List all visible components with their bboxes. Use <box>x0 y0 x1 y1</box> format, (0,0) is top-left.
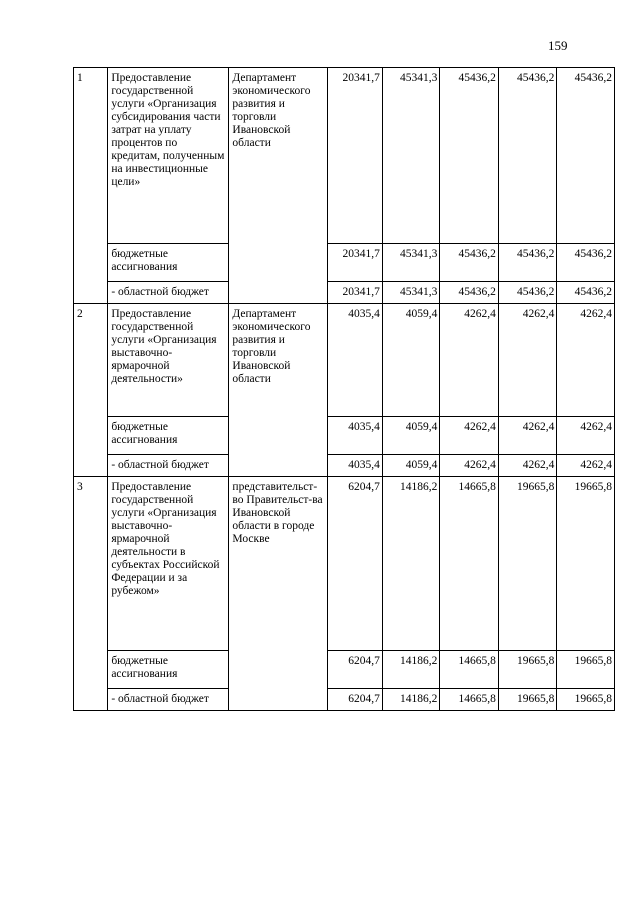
value-cell: 19665,8 <box>557 689 615 711</box>
value-cell: 45436,2 <box>498 68 557 244</box>
value-cell: 4262,4 <box>440 455 499 477</box>
table-row <box>74 455 615 477</box>
value-cell: 20341,7 <box>328 68 383 244</box>
value-cell: 4059,4 <box>382 417 440 455</box>
value-cell: 6204,7 <box>328 689 383 711</box>
value-cell: 4262,4 <box>440 304 499 417</box>
subrow-label: - областной бюджет <box>108 689 229 711</box>
service-name: Предоставление государственной услуги «Организация субсидирования части затрат на уплату процентов по кредитам, полученным на инвестиционные цели» <box>108 68 229 244</box>
budget-table <box>73 67 615 711</box>
value-cell: 19665,8 <box>557 651 615 689</box>
table-row <box>74 477 615 651</box>
value-cell: 45436,2 <box>440 244 499 282</box>
value-cell: 45341,3 <box>382 244 440 282</box>
table-row <box>74 244 615 282</box>
value-cell: 4262,4 <box>498 417 557 455</box>
value-cell: 6204,7 <box>328 651 383 689</box>
page-number: 159 <box>548 38 568 53</box>
value-cell: 6204,7 <box>328 477 383 651</box>
value-cell: 4262,4 <box>440 417 499 455</box>
subrow-label: - областной бюджет <box>108 282 229 304</box>
table-row <box>74 282 615 304</box>
value-cell: 4035,4 <box>328 304 383 417</box>
value-cell: 14186,2 <box>382 477 440 651</box>
value-cell: 45436,2 <box>440 68 499 244</box>
value-cell: 19665,8 <box>498 689 557 711</box>
value-cell: 14665,8 <box>440 689 499 711</box>
value-cell: 45436,2 <box>498 244 557 282</box>
department-name: Департамент экономического развития и торговли Ивановской области <box>229 68 328 304</box>
value-cell: 4035,4 <box>328 417 383 455</box>
subrow-label: бюджетные ассигнования <box>108 651 229 689</box>
service-name: Предоставление государственной услуги «Организация выставочно-ярмарочной деятельности в субъектах Российской Федерации и за рубежом» <box>108 477 229 651</box>
value-cell: 14665,8 <box>440 477 499 651</box>
value-cell: 45436,2 <box>498 282 557 304</box>
value-cell: 20341,7 <box>328 244 383 282</box>
value-cell: 4059,4 <box>382 455 440 477</box>
value-cell: 45436,2 <box>557 68 615 244</box>
row-number: 2 <box>74 304 108 477</box>
value-cell: 4262,4 <box>498 455 557 477</box>
value-cell: 14665,8 <box>440 651 499 689</box>
table-row <box>74 417 615 455</box>
value-cell: 19665,8 <box>498 477 557 651</box>
row-number: 1 <box>74 68 108 304</box>
value-cell: 14186,2 <box>382 651 440 689</box>
value-cell: 19665,8 <box>498 651 557 689</box>
value-cell: 45341,3 <box>382 68 440 244</box>
table-row <box>74 651 615 689</box>
department-name: представительст-во Правительст-ва Ивановской области в городе Москве <box>229 477 328 711</box>
row-number: 3 <box>74 477 108 711</box>
value-cell: 14186,2 <box>382 689 440 711</box>
service-name: Предоставление государственной услуги «Организация выставочно-ярмарочной деятельности» <box>108 304 229 417</box>
value-cell: 4262,4 <box>557 304 615 417</box>
value-cell: 19665,8 <box>557 477 615 651</box>
value-cell: 45436,2 <box>440 282 499 304</box>
table-row <box>74 689 615 711</box>
value-cell: 4262,4 <box>498 304 557 417</box>
value-cell: 4262,4 <box>557 417 615 455</box>
value-cell: 45436,2 <box>557 282 615 304</box>
subrow-label: - областной бюджет <box>108 455 229 477</box>
value-cell: 4262,4 <box>557 455 615 477</box>
subrow-label: бюджетные ассигнования <box>108 244 229 282</box>
value-cell: 45341,3 <box>382 282 440 304</box>
value-cell: 45436,2 <box>557 244 615 282</box>
table-row <box>74 68 615 244</box>
department-name: Департамент экономического развития и торговли Ивановской области <box>229 304 328 477</box>
value-cell: 4035,4 <box>328 455 383 477</box>
table-row <box>74 304 615 417</box>
subrow-label: бюджетные ассигнования <box>108 417 229 455</box>
value-cell: 4059,4 <box>382 304 440 417</box>
value-cell: 20341,7 <box>328 282 383 304</box>
